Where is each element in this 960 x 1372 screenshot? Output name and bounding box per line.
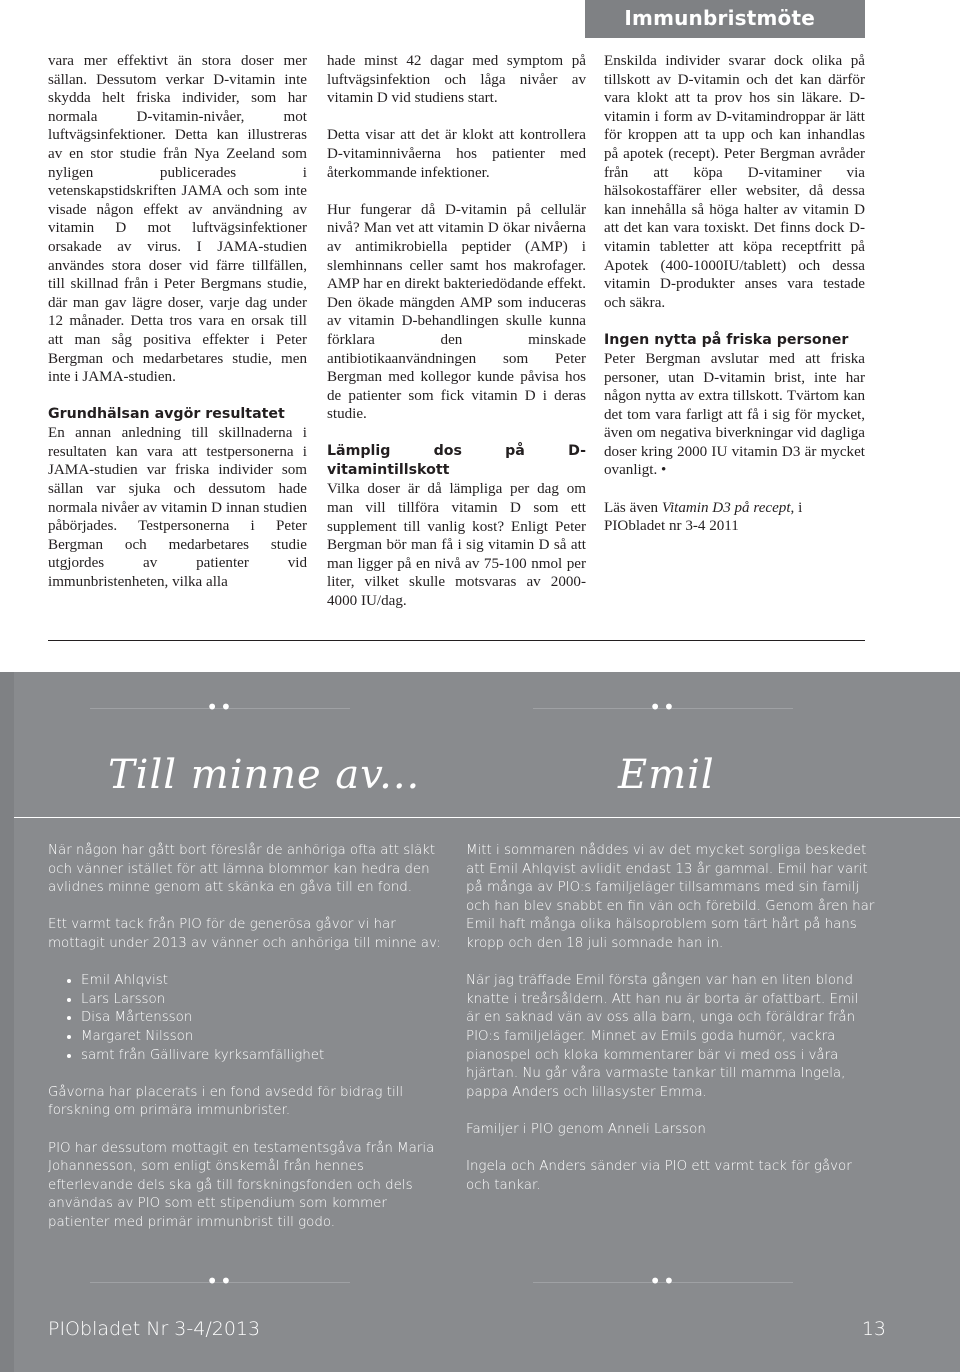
list-item: • Disa Mårtensson	[81, 1009, 448, 1028]
memorial-names-list	[48, 972, 448, 1065]
paragraph: En annan anledning till skillnaderna i resultaten kan vara att testpersonerna i JAMA-studien var friska individer som sällan var sjuka och dessutom hade normala nivåer av vitamin D innan studien påbörjades. Testpersonerna i Peter Bergman och medarbetares studie utgjordes av patienter vid immunbristenheten, vilka alla	[48, 425, 307, 591]
section-title: Immunbristmöte	[624, 6, 815, 30]
paragraph: Familjer i PIO genom Anneli Larsson	[466, 1121, 706, 1137]
ornament-rule	[533, 695, 793, 719]
paragraph: Enskilda individer svarar dock olika på tillskott av D-vitamin och det kan därför vara klokt att ta prov hos sin läkare. D-vitamin i form av D-vitamindroppar är lätt för kroppen att ta upp och kan inhandlas på apotek (recept). Peter Bergman avråder från att köpa D-vitaminer via hälsokostaffärer eller websiter, då dessa kan innehålla så höga halter av vitamin D att det kan vara toxiskt. Det finns dock D-vitamin tabletter att köpa receptfritt på Apotek (400-1000IU/tablett) och dessa vitamin D-produkter anses vara testade och säkra.	[604, 53, 865, 311]
paragraph: När jag träffade Emil första gången var han en liten blond knatte i treårsåldern. Att han nu är borta är ofattbart. Emil är en saknad vän av oss alla barn, unga och föräldrar från PIO:s familjeläger. Minnet av Emils goda humör, vackra pianospel och kloka kommentarer bär vi med oss i våra hjärtan. Nu går våra varmaste tankar till mamma Ingela, pappa Anders och lillasyster Emma.	[466, 973, 859, 1100]
memorial-title: Till minne av...	[108, 752, 421, 798]
paragraph: Mitt i sommaren nåddes vi av det mycket sorgliga beskedet att Emil Ahlqvist avlidit endast 13 år gammal. Emil har varit på många av PIO:s familjeläger tillsammans med sin familj och han blev snabbt en fin vän och förebild. Genom åren har Emil haft många olika hälsoproblem som tärt hårt på hans kropp och den 18 juli somnade han in.	[466, 843, 875, 951]
paragraph: När någon har gått bort föreslår de anhöriga ofta att släkt och vänner istället för att lämna blommor kan hedra den avlidnes minne genom att skänka en gåva till en fond.	[48, 843, 436, 896]
subheading: Ingen nytta på friska personer	[604, 331, 849, 348]
memorial-divider	[14, 817, 960, 818]
see-also-title: Vitamin D3 på recept	[661, 499, 791, 516]
ornament-dots: ••	[206, 695, 234, 719]
paragraph: Ett varmt tack från PIO för de generösa gåvor vi har mottagit under 2013 av vänner och anhöriga till minne av:	[48, 917, 441, 951]
see-also-prefix: Läs även	[604, 499, 662, 516]
see-also	[604, 499, 865, 536]
article-bottom-rule	[48, 640, 865, 641]
list-item: • Emil Ahlqvist	[81, 972, 448, 991]
list-item: • samt från Gällivare kyrksamfällighet	[81, 1047, 448, 1066]
paragraph: vara mer effektivt än stora doser mer sällan. Dessutom verkar D-vitamin inte skydda helt friska individer, som har normala D-vitamin-nivåer, mot luftvägsinfektioner. Detta kan illustreras av en stor studie från Nya Zeeland som nyligen publicerades i vetenskapstidskriften JAMA och som inte visade någon effekt av användning av vitamin D mot luftvägsinfektioner orsakade av virus. I JAMA-studien användes stora doser vid färre tillfällen, till skillnad från i Peter Bergmans studie, där man gav lägre doser, varje dag under 12 månader. Detta tros vara en orsak till att man såg positiva effekter i Peter Bergman och medarbetares studie, men inte i JAMA-studien.	[48, 53, 307, 386]
see-also-suffix: , i PIObladet nr 3-4 2011	[604, 499, 803, 535]
ornament-dots: ••	[649, 695, 677, 719]
ornament-rule	[90, 695, 350, 719]
paragraph: Hur fungerar då D-vitamin på cellulär nivå? Man vet att vitamin D ökar nivåerna av antimikrobiella peptider (AMP) i slemhinnans celler samt hos makrofager. AMP har en direkt bakteriedödande effekt. Den ökade mängden AMP som induceras av vitamin D-behandlingen skulle kunna förklara den minskade antibiotikaanvändningen som Peter Bergman med kollegor kunde påvisa hos de patienter som fick vitamin D i deras studie.	[327, 201, 586, 423]
article-column-3	[604, 52, 865, 554]
memorial-name-title: Emil	[618, 752, 715, 798]
list-item: • Lars Larsson	[81, 991, 448, 1010]
paragraph: Peter Bergman avslutar med att friska personer, utan D-vitamin brist, inte har någon nytta av extra tillskott. Tvärtom kan det tom vara farligt att få i sig för mycket, även om negativa biverkningar vid dagliga doser kring 2000 IU vitamin D3 är mycket ovanligt. •	[604, 350, 865, 479]
list-item: • Margaret Nilsson	[81, 1028, 448, 1047]
article-column-2	[327, 52, 586, 629]
paragraph: Gåvorna har placerats i en fond avsedd för bidrag till forskning om primära immunbrister.	[48, 1084, 404, 1119]
paragraph: Ingela och Anders sänder via PIO ett varmt tack för gåvor och tankar.	[466, 1159, 852, 1193]
memorial-left-column	[48, 842, 448, 1251]
memorial-right-column	[466, 842, 876, 1214]
ornament-dots: ••	[649, 1269, 677, 1293]
paragraph: hade minst 42 dagar med symptom på luftvägsinfektion och låga nivåer av vitamin D vid studiens start.	[327, 53, 586, 107]
paragraph: Detta visar att det är klokt att kontrollera D-vitaminnivåerna hos patienter med återkommande infektioner.	[327, 127, 586, 181]
publication-footer: PIObladet Nr 3-4/2013	[48, 1318, 261, 1340]
article-column-1	[48, 52, 307, 610]
section-header-tab	[585, 0, 865, 38]
ornament-dots: ••	[206, 1269, 234, 1293]
memorial-edge-panel	[0, 672, 14, 1372]
ornament-rule	[533, 1269, 793, 1293]
subheading: Lämplig dos på D-vitamintillskott	[327, 443, 586, 479]
ornament-rule	[90, 1269, 350, 1293]
memorial-box	[0, 672, 960, 1372]
subheading: Grundhälsan avgör resultatet	[48, 406, 285, 423]
page-number: 13	[861, 1318, 886, 1340]
paragraph: PIO har dessutom mottagit en testamentsgåva från Maria Johannesson, som enligt önskemål från hennes efterlevande dels ska gå till forskningsfonden och dels användas av PIO som ett stipendium som kommer patienter med primär immunbrist till godo.	[48, 1140, 435, 1230]
paragraph: Vilka doser är då lämpliga per dag om man vill tillföra vitamin D som ett supplement till vanlig kost? Enligt Peter Bergman bör man få i sig vitamin D så att man ligger på en nivå av 75-100 nmol per liter, vilket skulle motsvaras av 2000- 4000 IU/dag.	[327, 481, 586, 610]
